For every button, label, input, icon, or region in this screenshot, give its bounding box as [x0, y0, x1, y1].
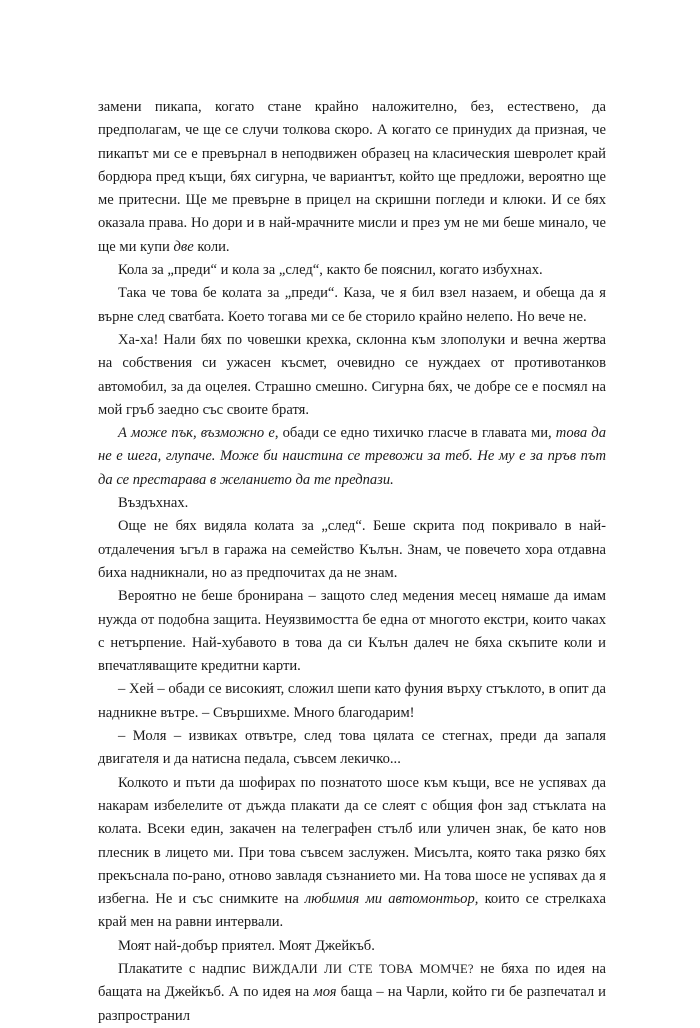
- paragraph: [98, 282, 606, 329]
- paragraph: [98, 958, 606, 1028]
- italic-text: моя: [313, 984, 337, 1001]
- text-run: Въздъхнах.: [118, 495, 189, 512]
- paragraph: [98, 515, 606, 585]
- text-run: баща – на Чарли, който ги бе разпечатал и разпространил: [98, 984, 606, 1024]
- text-run: замени пикапа, когато стане крайно наложително, без, естествено, да предполагам, че ще се случи толкова скоро. А когато се принудих да призная, че пикапът ми се е превърнал в неподвижен образец на класическия шевролет край бордюра пред къщи, бях сигурна, че вариантът, който ще предложи, вероятно ще ме притесни. Ще ме превърне в прицел на скришни погледи и клюки. И се бях оказала права. Но дори и в най-мрачните мисли и през ум не ми беше минало, че ще ми купи: [98, 99, 606, 255]
- paragraph: [98, 935, 606, 958]
- book-page-text: [98, 96, 606, 1028]
- text-run: – Моля – извиках отвътре, след това цялата се стегнах, преди да запаля двигателя и да натисна педала, съвсем лекичко...: [98, 728, 606, 768]
- paragraph: [98, 725, 606, 772]
- paragraph: [98, 585, 606, 678]
- paragraph: [98, 492, 606, 515]
- text-run: Плакатите с надпис: [118, 960, 253, 977]
- text-run: Колкото и пъти да шофирах по познатото шосе към къщи, все не успявах да накарам избелелите от дъжда плакати да се слеят с общия фон зад стъклата на колата. Всеки един, закачен на телеграфен стълб или уличен знак, бе като нов плесник в лицето ми. При това съвсем заслужен. Мисълта, която така рязко бях прекъснала по-рано, отново завладя съзнанието ми. На това шосе не успявах да я избегна. Не и със снимките на: [98, 774, 606, 908]
- italic-text: любимия ми автомонтьор,: [304, 891, 479, 908]
- text-run: Ха-ха! Нали бях по човешки крехка, склонна към злополуки и вечна жертва на собствения си ужасен късмет, очевидно се нуждаех от противотанков автомобил, за да оцелея. Страшно смешно. Сигурна бях, че добре се е посмял на мой гръб заедно със своите братя.: [98, 331, 606, 418]
- paragraph: [98, 772, 606, 935]
- paragraph: [98, 678, 606, 725]
- paragraph: [98, 96, 606, 259]
- text-run: Моят най-добър приятел. Моят Джейкъб.: [118, 937, 375, 954]
- text-run: коли.: [193, 238, 230, 255]
- paragraph: [98, 422, 606, 492]
- small-caps-text: ВИЖДАЛИ ЛИ СТЕ ТОВА МОМЧЕ?: [252, 961, 474, 976]
- text-run: Така че това бе колата за „преди“. Каза, че я бил взел назаем, и обеща да я върне след сватбата. Което тогава ми се бе сторило крайно нелепо. Но вече не.: [98, 285, 606, 325]
- text-run: Още не бях видяла колата за „след“. Беше скрита под покривало в най-отдалечения ъгъл в гаража на семейство Кълън. Знам, че повечето хора отдавна биха надникнали, но аз предпочитах да не знам.: [98, 518, 606, 581]
- paragraph: [98, 259, 606, 282]
- italic-text: две: [173, 238, 194, 255]
- italic-text: А може пък, възможно е: [118, 425, 275, 442]
- text-run: , обади се едно тихичко гласче в главата ми: [274, 425, 549, 442]
- text-run: – Хей – обади се високият, сложил шепи като фуния върху стъклото, в опит да надникне вътре. – Свършихме. Много благодарим!: [98, 681, 606, 721]
- text-run: не бяха по идея на бащата на Джейкъб. А по идея на: [98, 960, 606, 1001]
- text-run: Кола за „преди“ и кола за „след“, както бе пояснил, когато избухнах.: [118, 262, 543, 279]
- paragraph: [98, 329, 606, 422]
- italic-text: , това да не е шега, глупаче. Може би наистина се тревожи за теб. Не му е за пръв път да се престарава в желанието да те предпази.: [98, 425, 606, 488]
- text-run: Вероятно не беше бронирана – защото след медения месец нямаше да имам нужда от подобна защита. Неуязвимостта бе една от многото екстри, които чаках с нетърпение. Най-хубавото в това да си Кълън далеч не бяха скъпите коли и впечатляващите кредитни карти.: [98, 588, 606, 675]
- text-run: които се стрелкаха край мен на равни интервали.: [98, 891, 606, 931]
